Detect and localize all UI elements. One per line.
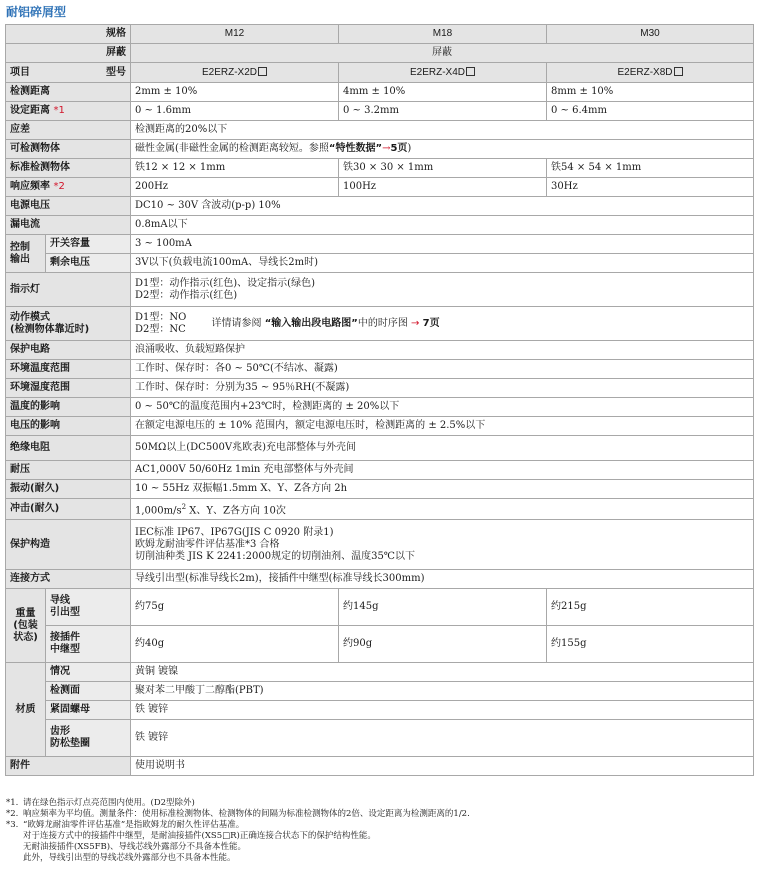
row-label: 重量 (包装 状态) [6, 589, 46, 663]
cell-value: 聚对苯二甲酸丁二醇酯(PBT) [131, 682, 754, 701]
sub-label: 开关容量 [46, 235, 131, 254]
cell-value: 约75g [131, 589, 339, 626]
cell-value: DC10 ~ 30V 含波动(p-p) 10% [131, 197, 754, 216]
row-temp-influence [6, 398, 754, 417]
spec-table [5, 24, 754, 776]
row-label: 绝缘电阻 [6, 436, 131, 461]
cell-value: 8mm ± 10% [547, 83, 754, 102]
checkbox-square-icon [258, 67, 267, 76]
checkbox-square-icon [466, 67, 475, 76]
row-leak-current [6, 216, 754, 235]
row-material-sensing-face [6, 682, 754, 701]
sub-label: 导线 引出型 [46, 589, 131, 626]
cell-value: 4mm ± 10% [339, 83, 547, 102]
row-label: 响应频率 *2 [6, 178, 131, 197]
row-voltage-influence [6, 417, 754, 436]
note-ref: *1 [53, 105, 65, 116]
row-label: 指示灯 [6, 273, 131, 307]
row-detectable-object [6, 140, 754, 159]
row-set-distance [6, 102, 754, 121]
row-label: 材质 [6, 663, 46, 757]
row-protection-circuit [6, 341, 754, 360]
row-label: 耐压 [6, 461, 131, 480]
size-header-label: 规格 [6, 25, 131, 44]
sub-label: 剩余电压 [46, 254, 131, 273]
row-label: 保护构造 [6, 520, 131, 570]
model-x8d: E2ERZ-X8D [547, 63, 754, 83]
cell-value: 导线引出型(标准导线长2m)，接插件中继型(标准导线长300mm) [131, 570, 754, 589]
footnote: 无耐油接插件(XS5FB)、导线芯线外露部分不具备本性能。 [23, 842, 247, 852]
row-label: 电压的影响 [6, 417, 131, 436]
row-protective-structure [6, 520, 754, 570]
cell-value: 工作时、保存时：分别为35 ~ 95％RH(不凝露) [131, 379, 754, 398]
model-label: 型号 [106, 66, 126, 78]
row-label: 应差 [6, 121, 131, 140]
row-label: 电源电压 [6, 197, 131, 216]
row-label: 连接方式 [6, 570, 131, 589]
row-label: 设定距离 *1 [6, 102, 131, 121]
cell-value: 在额定电源电压的 ± 10% 范围内，额定电源电压时，检测距离的 ± 2.5%以下 [131, 417, 754, 436]
row-switch-capacity [6, 235, 754, 254]
footnotes [6, 798, 751, 864]
row-vibration [6, 480, 754, 499]
cell-value: 200Hz [131, 178, 339, 197]
footnote: *1. 请在绿色指示灯点亮范围内使用。(D2型除外) [6, 798, 195, 808]
row-ambient-humidity [6, 379, 754, 398]
sub-label: 接插件 中继型 [46, 626, 131, 663]
footnote: *3. “欧姆龙耐油零件评估基准”是指欧姆龙的耐久性评估基准。 [6, 820, 245, 830]
cell-value: 约155g [547, 626, 754, 663]
footnote: *2. 响应频率为平均值。测量条件：使用标准检测物体、检测物体的间隔为标准检测物体的2倍、设定距离为检测距离的1/2. [6, 809, 470, 819]
cell-value: 2mm ± 10% [131, 83, 339, 102]
cell-value: $1,000m/s^2$ X、Y、Z各方向 10次 [131, 499, 754, 520]
row-material-washer [6, 720, 754, 757]
cell-value: 约90g [339, 626, 547, 663]
cell-value: D1型：NO D2型：NC 详情请参阅 “输入输出段电路图”中的时序图 → 7页 [131, 307, 754, 341]
cell-value: 3 ~ 100mA [131, 235, 754, 254]
row-label: 环境温度范围 [6, 360, 131, 379]
row-withstand-voltage [6, 461, 754, 480]
row-label: 冲击(耐久) [6, 499, 131, 520]
model-x4d: E2ERZ-X4D [339, 63, 547, 83]
cell-value: 工作时、保存时：各0 ~ 50℃(不结冰、凝露) [131, 360, 754, 379]
row-weight-cable [6, 589, 754, 626]
cell-value: 0 ~ 3.2mm [339, 102, 547, 121]
cell-value: IEC标准 IP67、IP67G(JIS C 0920 附录1) 欧姆龙耐油零件评估基准*3 合格 切削油种类 JIS K 2241:2000规定的切削油剂、温度35℃以下 [131, 520, 754, 570]
row-accessories [6, 757, 754, 776]
arrow-right-icon: → [382, 143, 391, 154]
checkbox-square-icon [674, 67, 683, 76]
row-label: 漏电流 [6, 216, 131, 235]
cell-value: 铁12 × 12 × 1mm [131, 159, 339, 178]
row-label: 标准检测物体 [6, 159, 131, 178]
cell-value: 0 ~ 6.4mm [547, 102, 754, 121]
item-model-header [6, 63, 131, 83]
size-m12: M12 [131, 25, 339, 44]
row-operation-mode [6, 307, 754, 341]
header-size-row [6, 25, 754, 44]
shield-value: 屏蔽 [131, 44, 754, 63]
cell-value: AC1,000V 50/60Hz 1min 充电部整体与外壳间 [131, 461, 754, 480]
cell-value: 铁54 × 54 × 1mm [547, 159, 754, 178]
row-label: 温度的影响 [6, 398, 131, 417]
cell-value: 约145g [339, 589, 547, 626]
row-label: 检测距离 [6, 83, 131, 102]
row-standard-object [6, 159, 754, 178]
cell-value: 铁 镀锌 [131, 720, 754, 757]
row-connection [6, 570, 754, 589]
row-detect-distance [6, 83, 754, 102]
row-response-frequency [6, 178, 754, 197]
row-label: 振动(耐久) [6, 480, 131, 499]
cell-value: 约215g [547, 589, 754, 626]
note-ref: *2 [53, 181, 65, 192]
cell-value: 检测距离的20%以下 [131, 121, 754, 140]
sub-label: 情况 [46, 663, 131, 682]
cell-value: D1型：动作指示(红色)、设定指示(绿色) D2型：动作指示(红色) [131, 273, 754, 307]
row-label: 环境湿度范围 [6, 379, 131, 398]
cell-value: 使用说明书 [131, 757, 754, 776]
page-ref: 5页 [390, 143, 408, 154]
row-label: 保护电路 [6, 341, 131, 360]
page-title: 耐铝碎屑型 [6, 5, 67, 19]
cell-value: 50MΩ以上(DC500V兆欧表)充电部整体与外壳间 [131, 436, 754, 461]
sub-label: 紧固螺母 [46, 701, 131, 720]
footnote: 此外，导线引出型的导线芯线外露部分也不具备本性能。 [23, 853, 236, 863]
reference-link: “输入输出段电路图” [264, 317, 358, 329]
row-label: 动作模式 (检测物体靠近时) [6, 307, 131, 341]
sub-label: 检测面 [46, 682, 131, 701]
cell-value: 铁30 × 30 × 1mm [339, 159, 547, 178]
row-shock [6, 499, 754, 520]
page-ref: 7页 [422, 317, 440, 329]
size-m18: M18 [339, 25, 547, 44]
size-m30: M30 [547, 25, 754, 44]
cell-value: 10 ~ 55Hz 双振幅1.5mm X、Y、Z各方向 2h [131, 480, 754, 499]
model-x2d: E2ERZ-X2D [131, 63, 339, 83]
cell-value: 浪涌吸收、负载短路保护 [131, 341, 754, 360]
arrow-right-icon: → [411, 317, 420, 329]
header-shield-row [6, 44, 754, 63]
row-label: 控制 输出 [6, 235, 46, 273]
row-weight-connector [6, 626, 754, 663]
cell-value: 30Hz [547, 178, 754, 197]
row-label: 可检测物体 [6, 140, 131, 159]
row-material-clamp-nut [6, 701, 754, 720]
cell-value: 3V以下(负载电流100mA、导线长2m时) [131, 254, 754, 273]
cell-value: 0.8mA以下 [131, 216, 754, 235]
sub-label: 齿形 防松垫圈 [46, 720, 131, 757]
footnote: 对于连接方式中的接插件中继型，是耐油接插件(XS5□R)正确连接合状态下的保护结构性能。 [23, 831, 376, 841]
cell-value: 铁 镀锌 [131, 701, 754, 720]
row-material-case [6, 663, 754, 682]
cell-value: 黄铜 镀镍 [131, 663, 754, 682]
row-supply-voltage [6, 197, 754, 216]
item-label: 项目 [10, 66, 30, 78]
cell-value: 100Hz [339, 178, 547, 197]
cell-value: 0 ~ 1.6mm [131, 102, 339, 121]
header-model-row [6, 63, 754, 83]
cell-value: 0 ~ 50℃的温度范围内+23℃时，检测距离的 ± 20%以下 [131, 398, 754, 417]
shield-header-label: 屏蔽 [6, 44, 131, 63]
row-hysteresis [6, 121, 754, 140]
cell-value: 约40g [131, 626, 339, 663]
row-label: 附件 [6, 757, 131, 776]
row-indicator [6, 273, 754, 307]
reference-link: “特性数据” [328, 143, 383, 154]
cell-value: 磁性金属(非磁性金属的检测距离较短。参照“特性数据”→5页) [131, 140, 754, 159]
row-residual-voltage [6, 254, 754, 273]
row-insulation [6, 436, 754, 461]
row-ambient-temp [6, 360, 754, 379]
